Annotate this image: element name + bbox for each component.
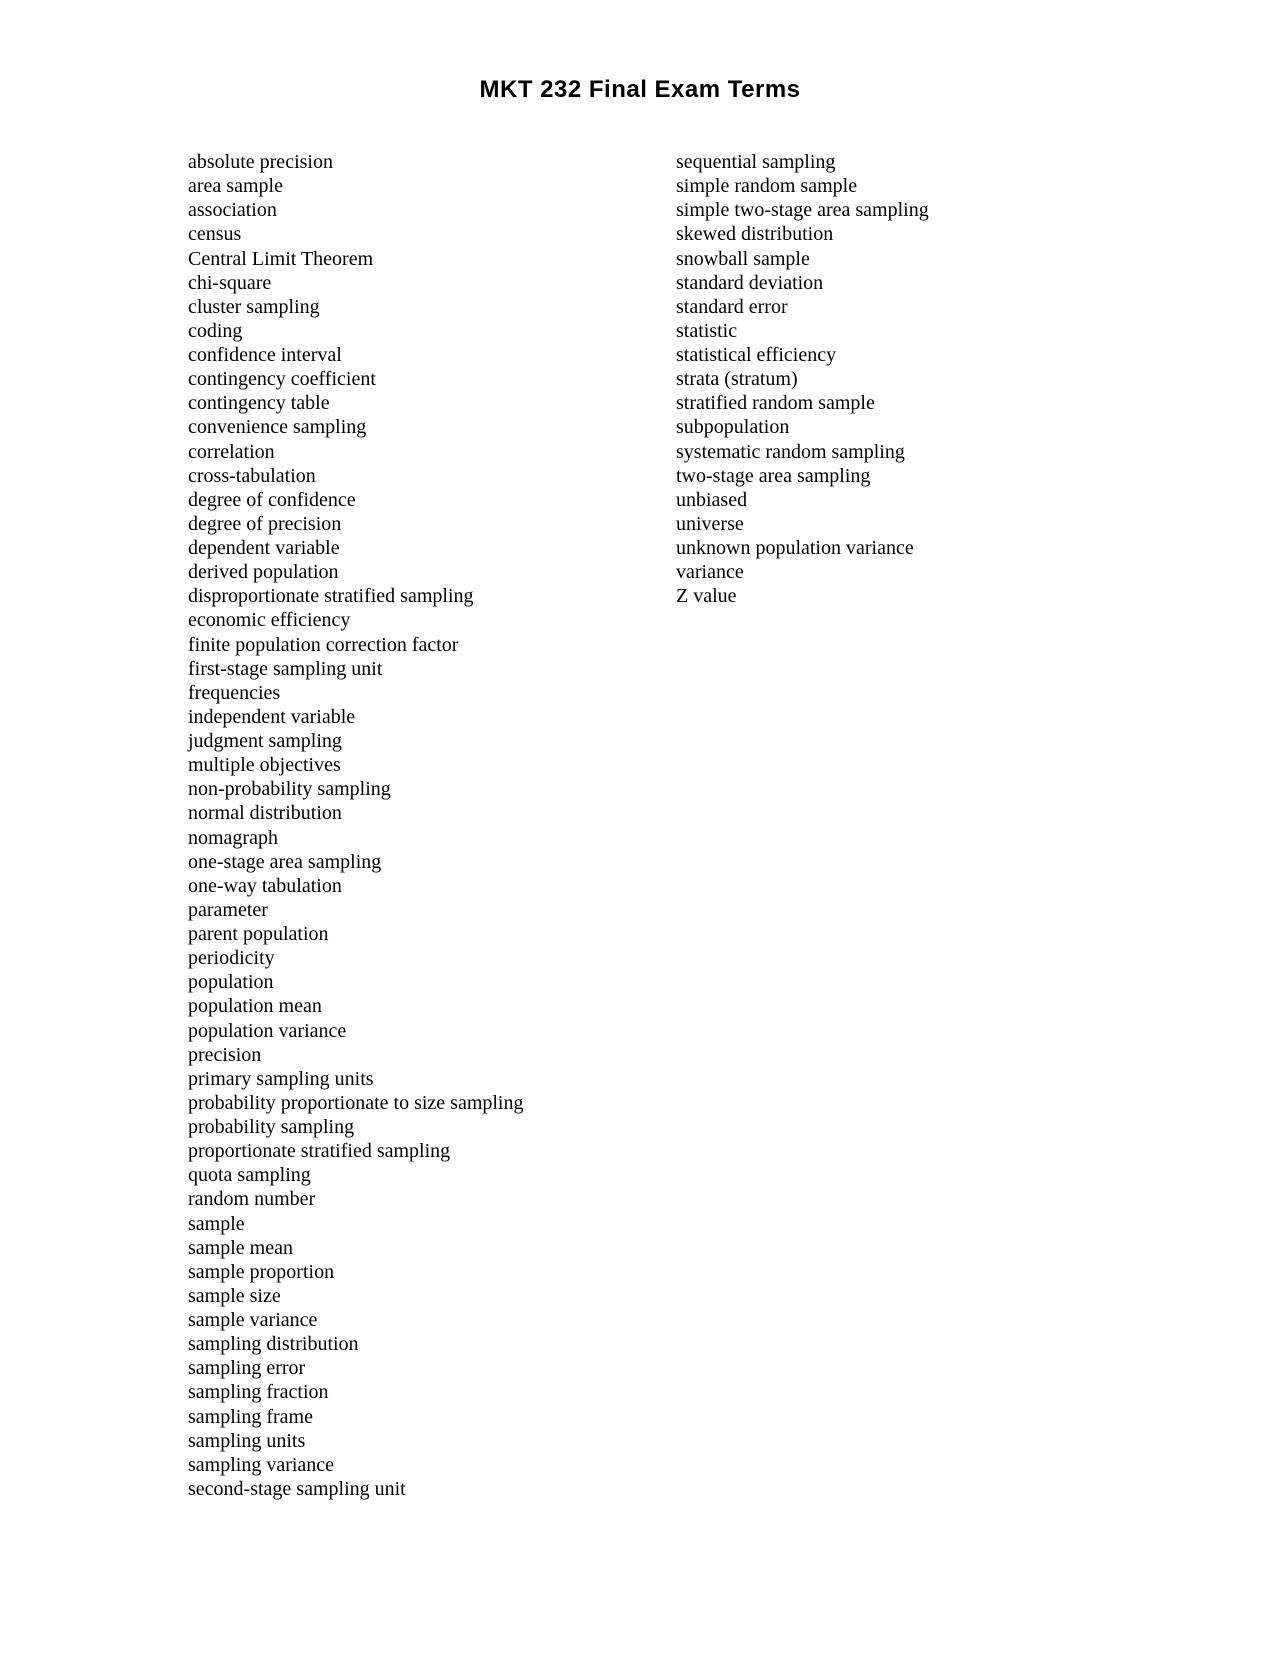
term-item: population variance — [188, 1019, 347, 1042]
term-item: census — [188, 223, 242, 246]
term-item: one-way tabulation — [188, 874, 342, 897]
term-item: probability sampling — [188, 1116, 355, 1138]
term-item: Z value — [676, 585, 737, 608]
term-item: parameter — [188, 898, 268, 921]
term-item: convenience sampling — [188, 416, 367, 439]
term-item: proportionate stratified sampling — [188, 1140, 451, 1163]
term-item: quota sampling — [188, 1164, 311, 1187]
term-item: degree of precision — [188, 512, 342, 535]
term-item: sample variance — [188, 1309, 318, 1331]
term-item: disproportionate stratified sampling — [188, 585, 474, 608]
term-item: confidence interval — [188, 344, 342, 366]
term-item: unbiased — [676, 488, 748, 511]
term-item: sequential sampling — [676, 151, 836, 173]
term-item: frequencies — [188, 681, 281, 704]
term-item: coding — [188, 319, 243, 342]
term-item: sample size — [188, 1284, 281, 1307]
term-item: subpopulation — [676, 416, 790, 439]
term-item: two-stage area sampling — [676, 464, 871, 487]
term-item: stratified random sample — [676, 392, 875, 415]
term-item: non-probability sampling — [188, 778, 391, 801]
term-item: sampling fraction — [188, 1381, 329, 1404]
term-item: periodicity — [188, 947, 275, 970]
document-title: MKT 232 Final Exam Terms — [479, 76, 801, 103]
term-item: sample — [188, 1212, 245, 1235]
term-item: degree of confidence — [188, 488, 356, 511]
term-item: one-stage area sampling — [188, 850, 382, 873]
term-item: economic efficiency — [188, 609, 351, 632]
term-item: sample proportion — [188, 1260, 335, 1283]
term-item: correlation — [188, 440, 275, 463]
term-item: derived population — [188, 561, 339, 584]
term-item: standard deviation — [676, 271, 824, 294]
term-item: multiple objectives — [188, 754, 341, 777]
term-item: sampling variance — [188, 1453, 335, 1476]
term-item: simple random sample — [676, 175, 858, 198]
term-item: standard error — [676, 295, 788, 318]
term-item: independent variable — [188, 705, 356, 728]
term-item: sampling units — [188, 1429, 306, 1452]
term-item: nomagraph — [188, 826, 278, 849]
term-item: contingency table — [188, 392, 330, 415]
term-item: precision — [188, 1043, 262, 1066]
term-item: population — [188, 971, 274, 994]
term-item: probability proportionate to size sampling — [188, 1091, 524, 1114]
terms-column-right — [676, 150, 929, 608]
term-item: dependent variable — [188, 537, 340, 559]
term-item: random number — [188, 1188, 316, 1211]
term-item: simple two-stage area sampling — [676, 199, 929, 222]
term-item: contingency coefficient — [188, 368, 376, 391]
term-item: normal distribution — [188, 802, 342, 825]
term-item: unknown population variance — [676, 537, 914, 559]
term-item: sampling error — [188, 1357, 306, 1380]
term-item: statistic — [676, 319, 738, 342]
term-item: primary sampling units — [188, 1067, 374, 1090]
term-item: finite population correction factor — [188, 633, 459, 656]
term-item: statistical efficiency — [676, 344, 837, 366]
term-item: first-stage sampling unit — [188, 657, 383, 680]
term-item: population mean — [188, 995, 322, 1018]
term-item: second-stage sampling unit — [188, 1477, 406, 1500]
term-item: area sample — [188, 175, 283, 198]
term-item: absolute precision — [188, 151, 333, 173]
term-item: sampling distribution — [188, 1333, 359, 1356]
term-item: cluster sampling — [188, 295, 320, 318]
term-item: systematic random sampling — [676, 440, 905, 463]
term-item: Central Limit Theorem — [188, 247, 374, 270]
term-item: universe — [676, 512, 744, 535]
term-item: sampling frame — [188, 1405, 313, 1428]
term-item: judgment sampling — [188, 730, 342, 752]
terms-column-left — [188, 150, 524, 1501]
term-item: cross-tabulation — [188, 464, 316, 487]
term-item: association — [188, 199, 277, 222]
term-item: strata (stratum) — [676, 368, 798, 391]
term-item: sample mean — [188, 1236, 293, 1259]
term-item: chi-square — [188, 271, 272, 294]
term-item: skewed distribution — [676, 223, 834, 246]
term-item: variance — [676, 561, 744, 584]
term-item: snowball sample — [676, 247, 810, 270]
term-item: parent population — [188, 923, 329, 945]
